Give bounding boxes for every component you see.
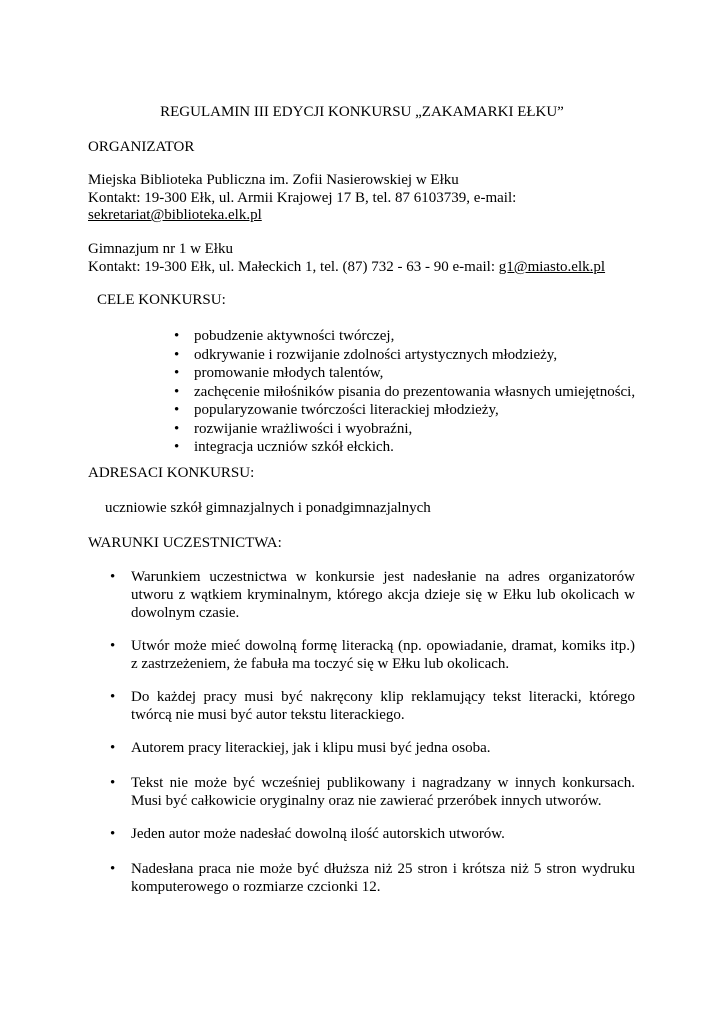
aims-item: • odkrywanie i rozwijanie zdolności artystycznych młodzieży, — [170, 346, 635, 365]
document-title: REGULAMIN III EDYCJI KONKURSU „ZAKAMARKI EŁKU” — [160, 104, 564, 120]
conditions-item: • Warunkiem uczestnictwa w konkursie jest nadesłanie na adres organizatorów utworu z wątkiem kryminalnym, którego akcja dzieje się w Ełku lub okolicach w dowolnym czasie. — [110, 568, 635, 622]
aims-item: • zachęcenie miłośników pisania do prezentowania własnych umiejętności, — [170, 383, 635, 402]
conditions-item: • Autorem pracy literackiej, jak i klipu musi być jedna osoba. — [110, 739, 635, 757]
organizer-2-contact-line — [88, 258, 605, 276]
audience-heading: ADRESACI KONKURSU: — [88, 465, 255, 481]
organizer-1-name: Miejska Biblioteka Publiczna im. Zofii Nasierowskiej w Ełku — [88, 172, 459, 188]
organizer-heading: ORGANIZATOR — [88, 139, 195, 155]
conditions-item: • Jeden autor może nadesłać dowolną ilość autorskich utworów. — [110, 825, 635, 843]
organizer-2-contact: Kontakt: 19-300 Ełk, ul. Małeckich 1, tel. (87) 732 - 63 - 90 e-mail: — [88, 259, 499, 275]
conditions-item: • Tekst nie może być wcześniej publikowany i nagradzany w innych konkursach. Musi być całkowicie oryginalny oraz nie zawierać przeróbek innych utworów. — [110, 774, 635, 810]
conditions-item: • Do każdej pracy musi być nakręcony klip reklamujący tekst literacki, którego twórcą nie musi być autor tekstu literackiego. — [110, 688, 635, 724]
organizer-1-contact: Kontakt: 19-300 Ełk, ul. Armii Krajowej 17 B, tel. 87 6103739, e-mail: — [88, 190, 517, 206]
organizer-1-email-link[interactable]: sekretariat@biblioteka.elk.pl — [88, 207, 262, 223]
aims-item: • rozwijanie wrażliwości i wyobraźni, — [170, 420, 635, 439]
aims-item: • integracja uczniów szkół ełckich. — [170, 438, 635, 457]
organizer-2-email-link[interactable]: g1@miasto.elk.pl — [498, 259, 606, 275]
aims-item: • popularyzowanie twórczości literackiej młodzieży, — [170, 401, 635, 420]
conditions-heading: WARUNKI UCZESTNICTWA: — [88, 535, 282, 551]
audience-text: uczniowie szkół gimnazjalnych i ponadgimnazjalnych — [105, 500, 431, 516]
aims-list — [170, 327, 635, 457]
organizer-2-name: Gimnazjum nr 1 w Ełku — [88, 241, 233, 257]
aims-heading: CELE KONKURSU: — [97, 292, 226, 308]
aims-item: • pobudzenie aktywności twórczej, — [170, 327, 635, 346]
aims-item: • promowanie młodych talentów, — [170, 364, 635, 383]
conditions-item: • Utwór może mieć dowolną formę literacką (np. opowiadanie, dramat, komiks itp.) z zastrzeżeniem, że fabuła ma toczyć się w Ełku lub okolicach. — [110, 637, 635, 673]
conditions-item: • Nadesłana praca nie może być dłuższa niż 25 stron i krótsza niż 5 stron wydruku komputerowego o rozmiarze czcionki 12. — [110, 860, 635, 896]
